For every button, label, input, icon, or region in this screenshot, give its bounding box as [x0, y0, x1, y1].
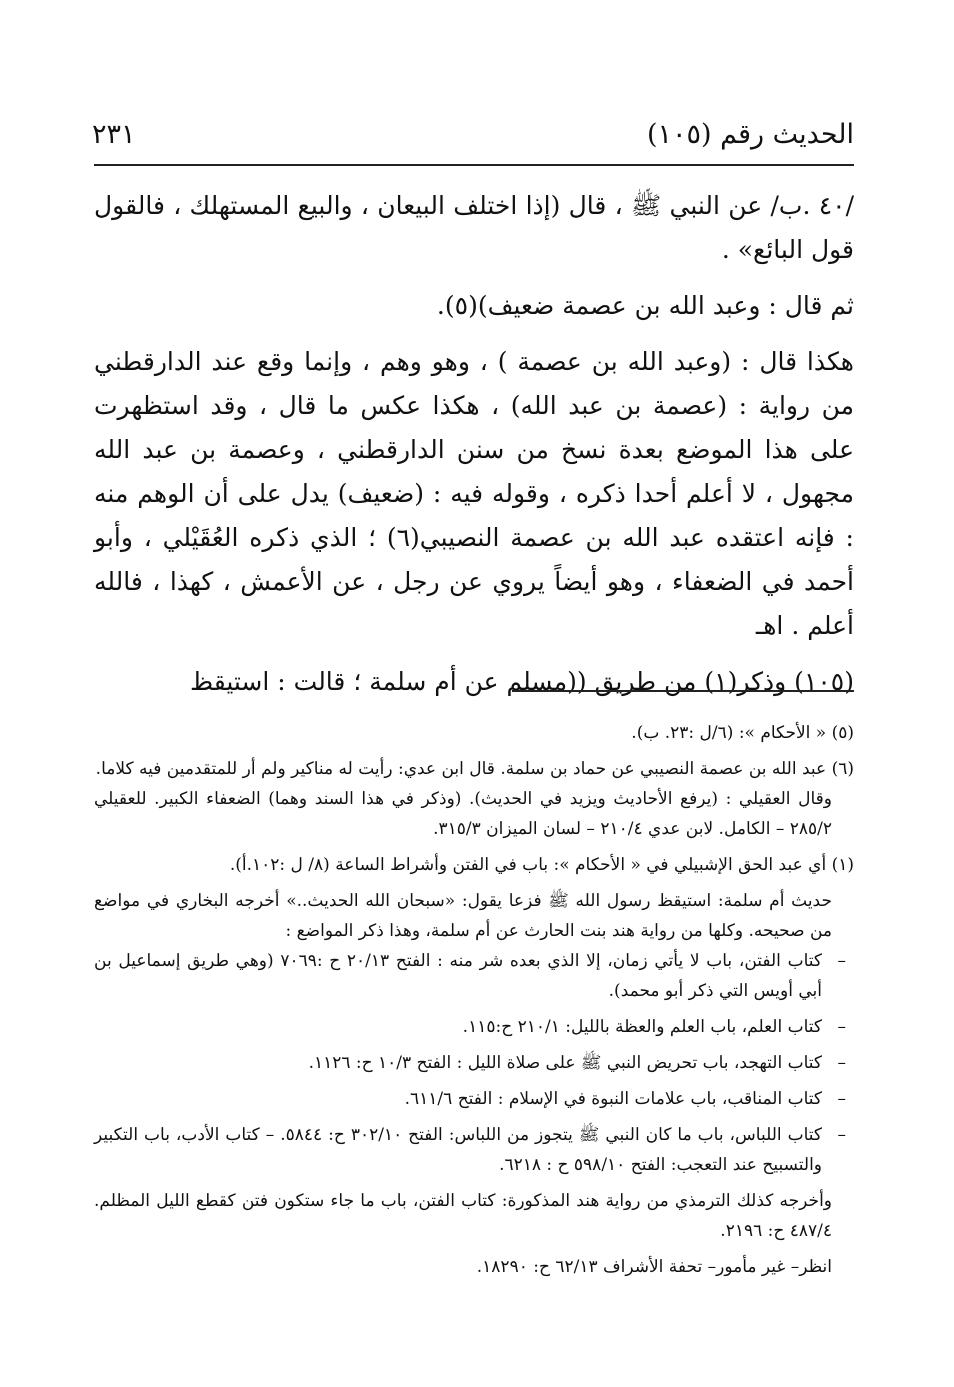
running-title: الحديث رقم (١٠٥): [646, 118, 854, 150]
footnotes: [94, 718, 854, 1282]
dash-bullet: –: [837, 1125, 846, 1145]
list-item-text: كتاب العلم، باب العلم والعظة بالليل: ٢١٠/١ ح:١١٥.: [462, 1017, 822, 1037]
list-item: [94, 1048, 854, 1078]
dash-bullet: –: [837, 1053, 846, 1073]
header-rule: [94, 164, 854, 166]
footnote-6-line2: وقال العقيلي : (يرفع الأحاديث ويزيد في الحديث). (وذكر في هذا السند وهما) الضعفاء الكبير. للعقيلي ٢٨٥/٢ – الكامل. لابن عدي ٢١٠/٤ – لسان الميزان ٣١٥/٣.: [94, 789, 832, 839]
list-item: [94, 1120, 854, 1180]
paragraph-commentary: هكذا قال : (وعبد الله بن عصمة ) ، وهو وهم ، وإنما وقع عند الدارقطني من رواية : (عصمة بن عبد الله) ، هكذا عكس ما قال ، وقد استظهرت على هذا الموضع بعدة نسخ من سنن الدارقطني ، وعصمة بن عبد الله مجهول ، لا أعلم أحدا ذكره ، وقوله فيه : (ضعيف) يدل على أن الوهم منه : فإنه اعتقده عبد الله بن عصمة النصيبي(٦) ؛ الذي ذكره العُقَيْلي ، وأبو أحمد في الضعفاء ، وهو أيضاً يروي عن رجل ، عن الأعمش ، كهذا ، فالله أعلم . اهـ: [94, 347, 854, 640]
main-text: [94, 184, 854, 704]
dash-bullet: –: [837, 1017, 846, 1037]
paragraph-hadith-105: (١٠٥) وذكر(١) من طريق ((مسلم عن أم سلمة ؛ قالت : استيقظ: [189, 667, 854, 696]
dash-bullet: –: [837, 951, 846, 971]
footnote-5: (٥) « الأحكام »: (٦/ل :٢٣. ب).: [631, 723, 854, 743]
footnote-tirmidhi: وأخرجه كذلك الترمذي من رواية هند المذكورة: كتاب الفتن، باب ما جاء ستكون فتن كقطع الليل المظلم. ٤٨٧/٤ ح: ٢١٩٦.: [94, 1191, 832, 1241]
footnote-see-also: انظر– غير مأمور– تحفة الأشراف ٦٢/١٣ ح: ١٨٢٩٠.: [476, 1257, 832, 1277]
paragraph-hadith: /٤٠ .ب/ عن النبي ﷺ ، قال (إذا اختلف البيعان ، والبيع المستهلك ، فالقول قول البائع» .: [94, 191, 854, 264]
list-item: [94, 946, 854, 1006]
list-item: [94, 1012, 854, 1042]
list-item-text: كتاب اللباس، باب ما كان النبي ﷺ يتجوز من اللباس: الفتح ٣٠٢/١٠ ح: ٥٨٤٤. – كتاب الأدب، باب التكبير والتسبيح عند التعجب: الفتح ٥٩٨/١٠ ح : ٦٢١٨.: [94, 1125, 822, 1175]
list-item-text: كتاب المناقب، باب علامات النبوة في الإسلام : الفتح ٦١١/٦.: [404, 1089, 822, 1109]
footnote-1-hadith: حديث أم سلمة: استيقظ رسول الله ﷺ فزعا يقول: «سبحان الله الحديث..» أخرجه البخاري في مواضع من صحيحه. وكلها من رواية هند بنت الحارث عن أم سلمة، وهذا ذكر المواضع :: [94, 891, 832, 941]
page-header: [92, 110, 854, 158]
list-item-text: كتاب التهجد، باب تحريض النبي ﷺ على صلاة الليل : الفتح ١٠/٣ ح: ١١٢٦.: [308, 1053, 822, 1073]
footnote-1: (١) أي عبد الحق الإشبيلي في « الأحكام »: باب في الفتن وأشراط الساعة (٨/ ل :١٠٢.أ).: [229, 855, 854, 875]
footnote-6-line1: (٦) عبد الله بن عصمة النصيبي عن حماد بن سلمة. قال ابن عدي: رأيت له مناكير ولم أر للمتقدمين فيه كلاما.: [95, 759, 854, 779]
dash-bullet: –: [837, 1089, 846, 1109]
footnote-rule: [512, 690, 854, 692]
page-number: ٢٣١: [92, 118, 136, 150]
paragraph-statement: ثم قال : وعبد الله بن عصمة ضعيف)(٥).: [436, 291, 854, 320]
list-item: [94, 1084, 854, 1114]
list-item-text: كتاب الفتن، باب لا يأتي زمان، إلا الذي بعده شر منه : الفتح ٢٠/١٣ ح :٧٠٦٩ (وهي طريق إسماعيل بن أبي أويس التي ذكر أبو محمد).: [94, 951, 822, 1001]
